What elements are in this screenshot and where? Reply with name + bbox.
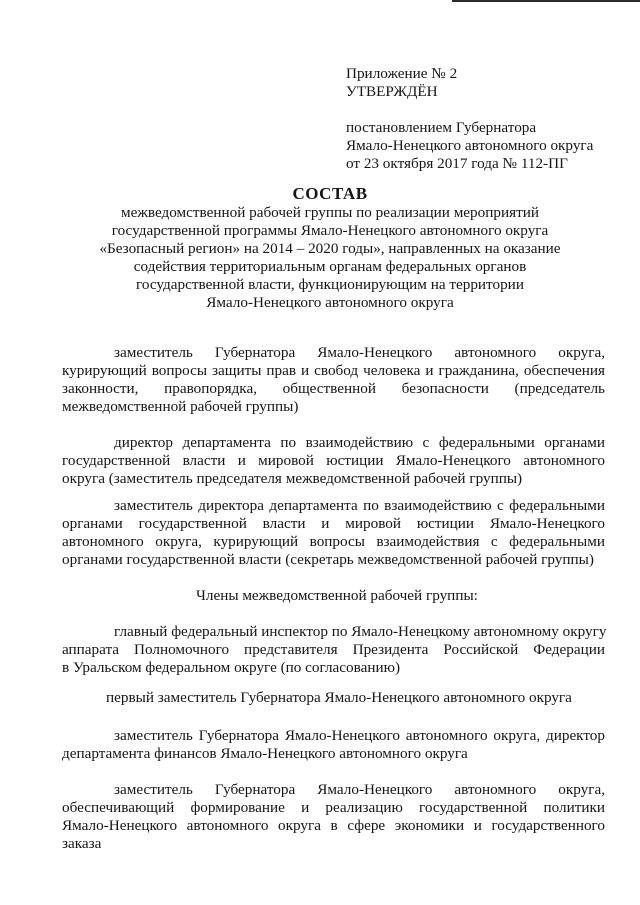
member-line: заказа bbox=[62, 835, 102, 852]
member-line: департамента финансов Ямало-Ненецкого автономного округа bbox=[62, 745, 468, 762]
document-title: СОСТАВ bbox=[292, 184, 368, 203]
paragraph-line: округа (заместитель председателя межведомственной рабочей группы) bbox=[62, 470, 523, 487]
member-line: заместитель Губернатора Ямало-Ненецкого автономного округа, директор bbox=[114, 727, 605, 744]
subtitle-line: государственной власти, функционирующим на территории bbox=[136, 276, 524, 293]
subtitle-line: Ямало-Ненецкого автономного округа bbox=[206, 294, 454, 311]
paragraph-line: автономного округа, курирующий вопросы взаимодействия с федеральными bbox=[62, 533, 605, 550]
appendix-label: Приложение № 2 bbox=[346, 65, 458, 82]
member-line: первый заместитель Губернатора Ямало-Ненецкого автономного округа bbox=[106, 689, 572, 706]
paragraph-line: заместитель Губернатора Ямало-Ненецкого автономного округа, bbox=[114, 344, 605, 361]
subtitle-line: «Безопасный регион» на 2014 – 2020 годы», направленных на оказание bbox=[99, 240, 561, 257]
subtitle-line: межведомственной рабочей группы по реализации мероприятий bbox=[121, 204, 539, 221]
paragraph-line: директор департамента по взаимодействию с федеральными органами bbox=[114, 434, 605, 451]
decree-line: Ямало-Ненецкого автономного округа bbox=[346, 137, 594, 154]
paragraph-line: государственной власти и мировой юстиции Ямало-Ненецкого автономного bbox=[62, 452, 605, 469]
decree-line: постановлением Губернатора bbox=[346, 119, 537, 136]
approved-label: УТВЕРЖДЁН bbox=[346, 83, 438, 100]
paragraph-line: заместитель директора департамента по взаимодействию с федеральными bbox=[114, 497, 605, 514]
member-line: аппарата Полномочного представителя Президента Российской Федерации bbox=[62, 641, 605, 658]
member-line: обеспечивающий формирование и реализацию государственной политики bbox=[62, 799, 605, 816]
top-border-line bbox=[452, 0, 640, 2]
member-line: заместитель Губернатора Ямало-Ненецкого автономного округа, bbox=[114, 781, 605, 798]
paragraph-line: законности, правопорядка, общественной безопасности (председатель bbox=[62, 380, 605, 397]
paragraph-line: курирующий вопросы защиты прав и свобод человека и гражданина, обеспечения bbox=[62, 362, 605, 379]
decree-line: от 23 октября 2017 года № 112-ПГ bbox=[346, 155, 568, 172]
member-line: в Уральском федеральном округе (по согласованию) bbox=[62, 659, 401, 676]
member-line: главный федеральный инспектор по Ямало-Ненецкому автономному округу bbox=[114, 623, 607, 640]
paragraph-line: межведомственной рабочей группы) bbox=[62, 398, 299, 415]
member-line: Ямало-Ненецкого автономного округа в сфере экономики и государственного bbox=[62, 817, 605, 834]
paragraph-line: органами государственной власти и мировой юстиции Ямало-Ненецкого bbox=[62, 515, 605, 532]
members-heading: Члены межведомственной рабочей группы: bbox=[196, 587, 478, 604]
subtitle-line: государственной программы Ямало-Ненецкого автономного округа bbox=[111, 222, 549, 239]
subtitle-line: содействия территориальным органам федеральных органов bbox=[133, 258, 527, 275]
paragraph-line: органами государственной власти (секретарь межведомственной рабочей группы) bbox=[62, 551, 594, 568]
